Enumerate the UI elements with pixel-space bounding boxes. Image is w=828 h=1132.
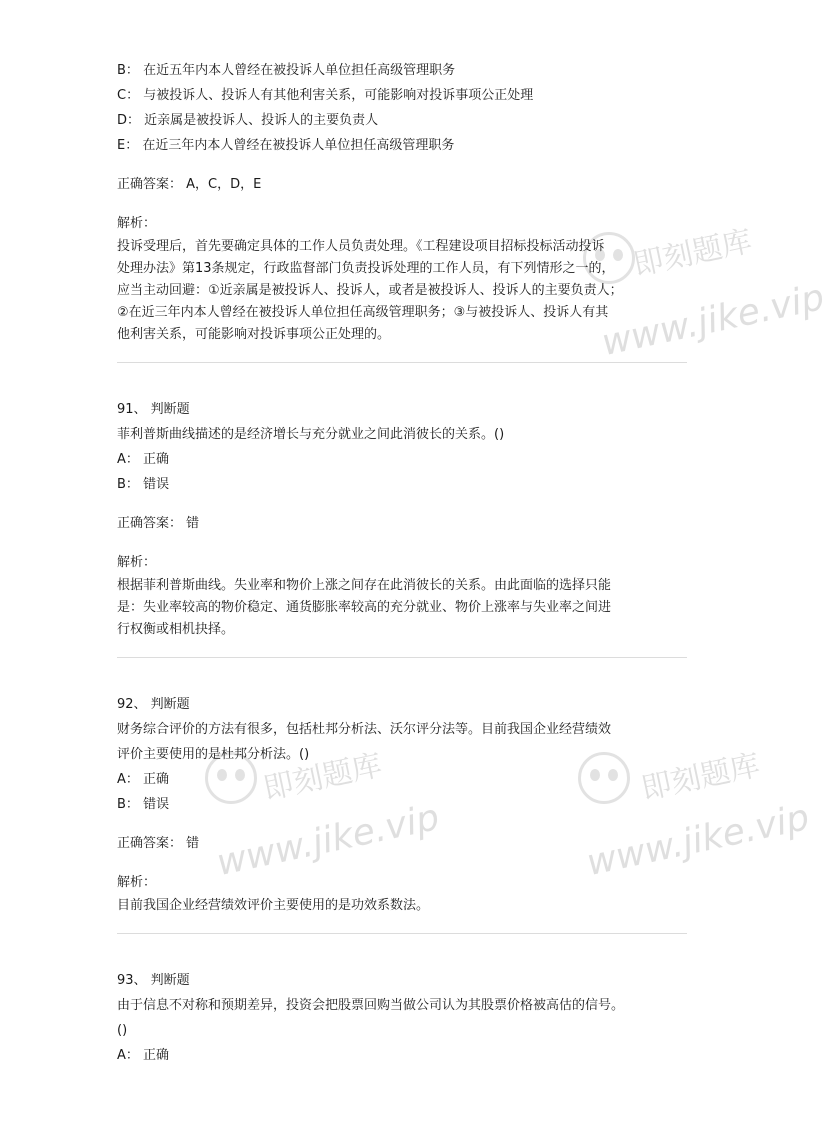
question-93 — [117, 968, 687, 1068]
correct-answer: 正确答案： 错 — [117, 836, 200, 851]
divider — [117, 657, 687, 658]
analysis-text: 投诉受理后，首先要确定具体的工作人员负责处理。《工程建设项目招标投标活动投诉 处理办法》第13条规定，行政监督部门负责投诉处理的工作人员，有下列情形之一的， 应当主动回避：①近亲属是被投诉人、投诉人，或者是被投诉人、投诉人的主要负责人； ②在近三年内本人曾经在被投诉人单位担任高级管理职务；③与被投诉人、投诉人有其 他利害关系，可能影响对投诉事项公正处理的。 — [117, 239, 623, 342]
question-stem-line-1: 由于信息不对称和预期差异，投资会把股票回购当做公司认为其股票价格被高估的信号。 — [117, 998, 625, 1013]
question-92 — [117, 692, 687, 934]
question-90-tail — [117, 58, 687, 363]
question-header: 91、 判断题 — [117, 402, 190, 417]
divider — [117, 362, 687, 363]
question-header: 92、 判断题 — [117, 697, 190, 712]
option-c: C： 与被投诉人、投诉人有其他利害关系，可能影响对投诉事项公正处理 — [117, 88, 534, 103]
analysis-text: 根据菲利普斯曲线。失业率和物价上涨之间存在此消彼长的关系。由此面临的选择只能 是：失业率较高的物价稳定、通货膨胀率较高的充分就业、物价上涨率与失业率之间进 行权衡或相机抉择。 — [117, 578, 612, 637]
analysis-label: 解析： — [117, 216, 157, 231]
question-91 — [117, 397, 687, 658]
question-stem-line-2: 评价主要使用的是杜邦分析法。() — [117, 747, 310, 762]
question-stem-line-2: () — [117, 1023, 128, 1038]
analysis-label: 解析： — [117, 875, 157, 890]
option-b: B： 在近五年内本人曾经在被投诉人单位担任高级管理职务 — [117, 63, 456, 78]
document-body — [117, 58, 687, 1068]
option-a: A： 正确 — [117, 452, 170, 467]
analysis-label: 解析： — [117, 555, 157, 570]
watermark-brand: 即刻题库 — [638, 747, 764, 808]
watermark-url: www.jike.vip — [213, 796, 443, 885]
watermark-brand: 即刻题库 — [630, 223, 756, 284]
watermark-brand: 即刻题库 — [260, 747, 386, 808]
option-d: D： 近亲属是被投诉人、投诉人的主要负责人 — [117, 113, 379, 128]
question-stem: 菲利普斯曲线描述的是经济增长与充分就业之间此消彼长的关系。() — [117, 427, 505, 442]
watermark-url: www.jike.vip — [583, 796, 813, 885]
analysis-text: 目前我国企业经营绩效评价主要使用的是功效系数法。 — [117, 898, 430, 913]
watermark-url: www.jike.vip — [598, 276, 828, 365]
option-e: E： 在近三年内本人曾经在被投诉人单位担任高级管理职务 — [117, 138, 455, 153]
question-stem-line-1: 财务综合评价的方法有很多，包括杜邦分析法、沃尔评分法等。目前我国企业经营绩效 — [117, 722, 612, 737]
correct-answer: 正确答案： A，C，D，E — [117, 177, 262, 192]
option-b: B： 错误 — [117, 477, 170, 492]
correct-answer: 正确答案： 错 — [117, 516, 200, 531]
option-b: B： 错误 — [117, 797, 170, 812]
option-a: A： 正确 — [117, 1048, 170, 1063]
option-a: A： 正确 — [117, 772, 170, 787]
question-header: 93、 判断题 — [117, 973, 190, 988]
divider — [117, 933, 687, 934]
